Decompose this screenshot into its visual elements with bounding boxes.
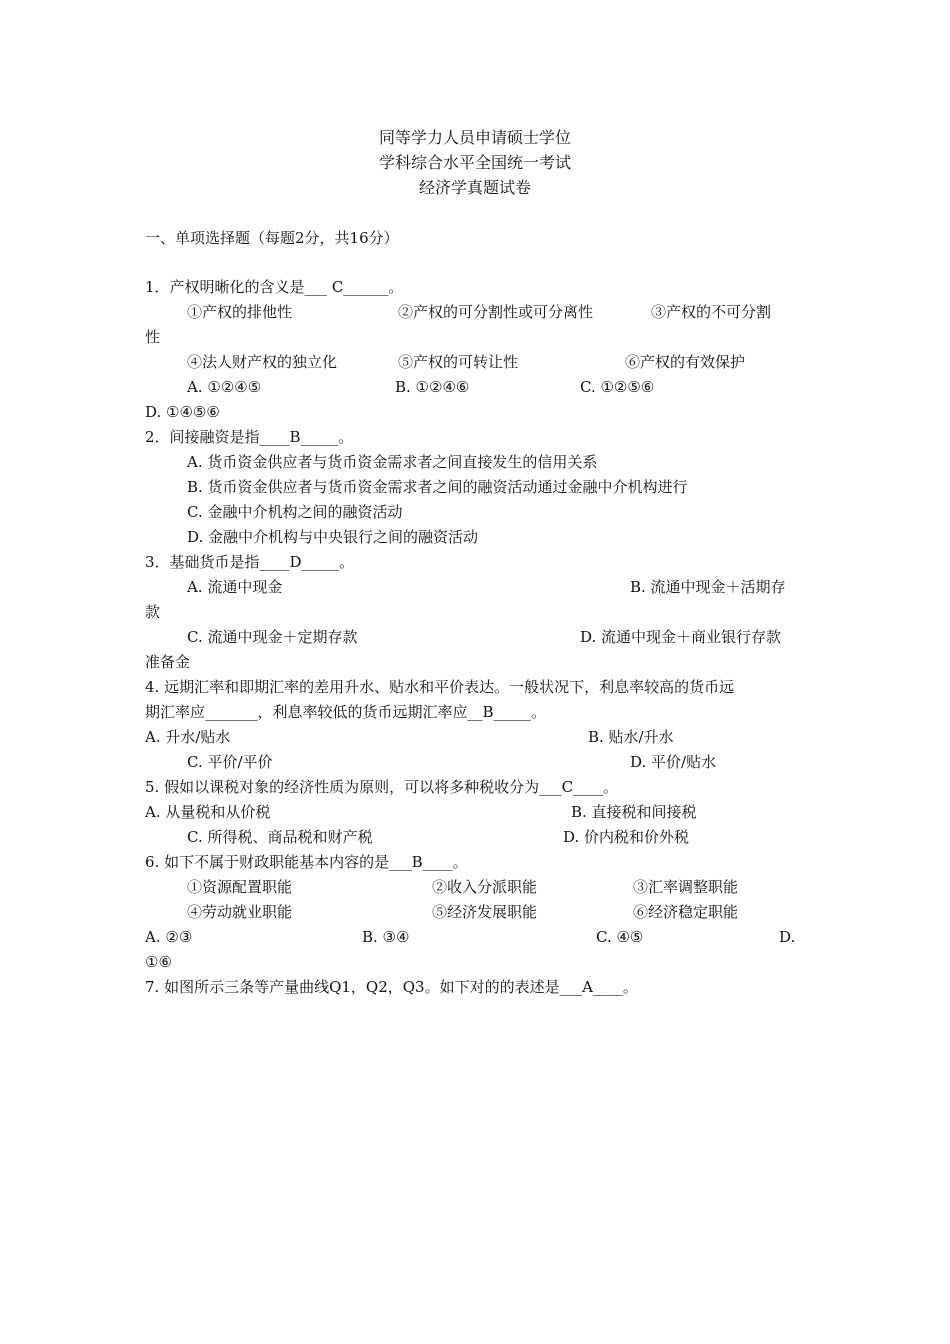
- q5-option-d: D. 价内税和价外税: [563, 828, 690, 846]
- q4-option-a: A. 升水/贴水: [145, 728, 231, 746]
- q3-option-c: C. 流通中现金＋定期存款: [187, 628, 358, 646]
- q6-option-d: D.: [779, 928, 796, 946]
- q5-option-b: B. 直接税和间接税: [571, 803, 697, 821]
- q2-option-d: D. 金融中介机构与中央银行之间的融资活动: [187, 528, 479, 546]
- q1-option-a: A. ①②④⑤: [187, 378, 262, 396]
- q1-option-c: C. ①②⑤⑥: [580, 378, 655, 396]
- q3-option-a: A. 流通中现金: [187, 578, 283, 596]
- q5-option-a: A. 从量税和从价税: [145, 803, 271, 821]
- exam-title-line-3: 经济学真题试卷: [418, 178, 531, 197]
- q1-option-d: D. ①④⑤⑥: [145, 403, 220, 421]
- q6-item-5: ⑤经济发展职能: [432, 903, 538, 921]
- exam-title-line-2: 学科综合水平全国统一考试: [378, 153, 571, 172]
- q6-stem: 6. 如下不属于财政职能基本内容的是___B____。: [145, 853, 468, 871]
- q6-option-a: A. ②③: [145, 928, 193, 946]
- q6-item-3: ③汇率调整职能: [633, 878, 739, 896]
- q6-item-1: ①资源配置职能: [187, 878, 293, 896]
- q1-stem: 1．产权明晰化的含义是___ C______。: [145, 278, 404, 296]
- q6-item-4: ④劳动就业职能: [187, 903, 293, 921]
- q4-option-b: B. 贴水/升水: [588, 728, 674, 746]
- q5-stem: 5. 假如以课税对象的经济性质为原则，可以将多种税收分为___C____。: [145, 778, 619, 796]
- q6-item-6: ⑥经济稳定职能: [633, 903, 739, 921]
- q6-option-c: C. ④⑤: [596, 928, 644, 946]
- q1-item-3: ③产权的不可分割: [651, 303, 772, 321]
- q4-stem-line-2: 期汇率应_______，利息率较低的货币远期汇率应__B_____。: [145, 703, 547, 721]
- q7-stem: 7. 如图所示三条等产量曲线Q1，Q2，Q3。如下对的的表述是___A____。: [145, 978, 638, 996]
- q1-item-6: ⑥产权的有效保护: [625, 353, 746, 371]
- q1-item-3-wrap: 性: [145, 328, 161, 346]
- q1-item-2: ②产权的可分割性或可分离性: [398, 303, 594, 321]
- q1-item-1: ①产权的排他性: [187, 303, 293, 321]
- q1-item-5: ⑤产权的可转让性: [398, 353, 519, 371]
- q4-option-c: C. 平价/平价: [187, 753, 273, 771]
- q2-stem: 2．间接融资是指____B_____。: [145, 428, 354, 446]
- q3-option-d: D. 流通中现金＋商业银行存款: [580, 628, 782, 646]
- q6-option-d-wrap: ①⑥: [145, 953, 172, 971]
- q6-option-b: B. ③④: [362, 928, 410, 946]
- q3-option-b-wrap: 款: [145, 603, 161, 621]
- q3-stem: 3．基础货币是指____D_____。: [145, 553, 355, 571]
- q2-option-b: B. 货币资金供应者与货币资金需求者之间的融资活动通过金融中介机构进行: [187, 478, 688, 496]
- q4-option-d: D. 平价/贴水: [630, 753, 717, 771]
- q4-stem-line-1: 4. 远期汇率和即期汇率的差用升水、贴水和平价表达。一般状况下，利息率较高的货币远: [145, 678, 735, 696]
- q5-option-c: C. 所得税、商品税和财产税: [187, 828, 373, 846]
- q2-option-c: C. 金融中介机构之间的融资活动: [187, 503, 403, 521]
- q3-option-b: B. 流通中现金＋活期存: [630, 578, 786, 596]
- q1-option-b: B. ①②④⑥: [395, 378, 470, 396]
- exam-title-line-1: 同等学力人员申请硕士学位: [378, 128, 571, 147]
- q1-item-4: ④法人财产权的独立化: [187, 353, 338, 371]
- q3-option-d-wrap: 准备金: [145, 653, 191, 671]
- section-heading: 一、单项选择题（每题2分，共16分）: [145, 229, 399, 247]
- q2-option-a: A. 货币资金供应者与货币资金需求者之间直接发生的信用关系: [187, 453, 598, 471]
- q6-item-2: ②收入分派职能: [432, 878, 538, 896]
